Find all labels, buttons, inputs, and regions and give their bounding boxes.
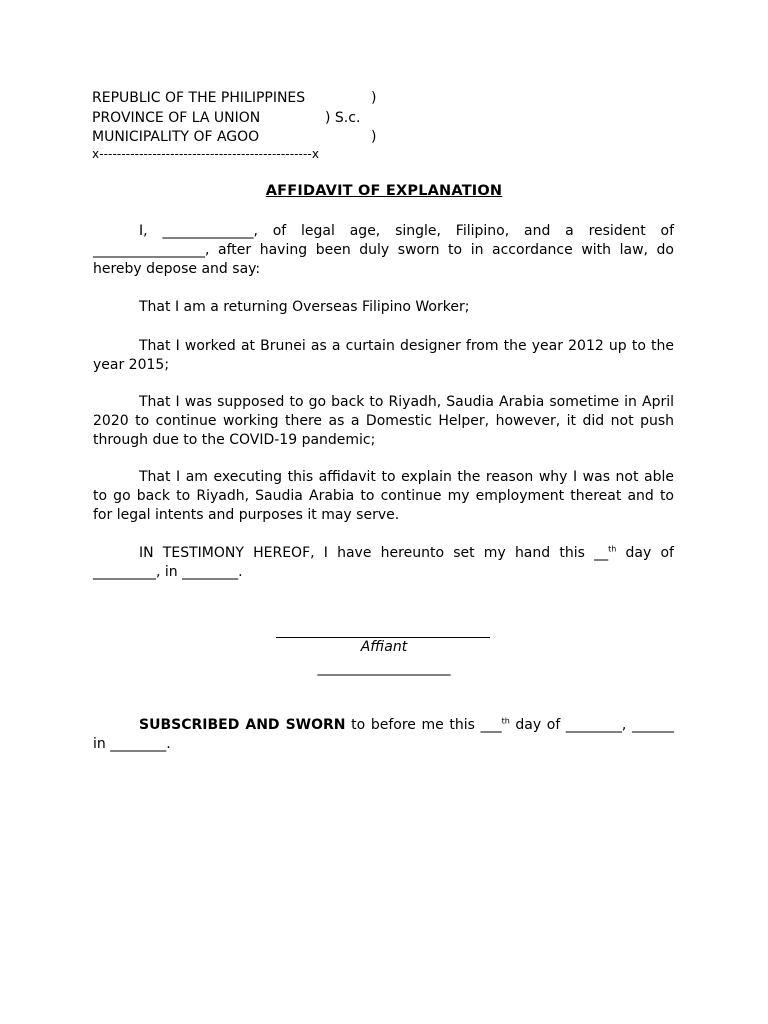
paragraph-intro	[93, 222, 674, 279]
document-title: AFFIDAVIT OF EXPLANATION	[265, 183, 503, 199]
caption-paren-3: )	[371, 129, 377, 145]
caption-province: PROVINCE OF LA UNION	[92, 109, 261, 126]
paragraph-purpose: That I am executing this affidavit to explain the reason why I was not able to go back to Riyadh, Saudia Arabia to continue my employment thereat and to for legal intents and purposes it may serve.	[93, 469, 674, 523]
paragraph-jurat	[93, 716, 674, 754]
caption-row-municipality	[92, 128, 377, 148]
testimony-text-b: day of _________, in ________.	[93, 545, 674, 580]
testimony-text-a: IN TESTIMONY HEREOF, I have hereunto set my hand this __	[139, 545, 609, 561]
intro-start: I,	[139, 223, 148, 239]
venue-caption	[92, 89, 377, 148]
caption-row-province	[92, 109, 361, 129]
jurat-ordinal: th	[501, 716, 510, 726]
paragraph-ofw: That I am a returning Overseas Filipino Worker;	[139, 299, 470, 315]
caption-municipality: MUNICIPALITY OF AGOO	[92, 129, 260, 145]
caption-republic: REPUBLIC OF THE PHILIPPINES	[92, 90, 306, 106]
intro-name-blank: _____________	[162, 223, 254, 239]
caption-paren-sc: ) S.c.	[325, 109, 361, 126]
jurat-bold: SUBSCRIBED AND SWORN	[139, 717, 346, 733]
paragraph-testimony	[93, 544, 674, 582]
intro-end: , after having been duly sworn to in accordance with law, do hereby depose and say:	[93, 242, 674, 277]
caption-divider: x------------------------------------------------x	[92, 147, 320, 161]
jurat-text-b: day of ________, ______ in ________.	[93, 717, 674, 752]
jurat-text-a: to before me this ___	[345, 717, 502, 733]
signature-line	[276, 637, 490, 638]
testimony-ordinal: th	[608, 544, 617, 554]
intro-residence-blank: ________________	[93, 242, 205, 258]
intro-mid: , of legal age, single, Filipino, and a resident of	[253, 223, 675, 239]
paragraph-riyadh: That I was supposed to go back to Riyadh, Saudia Arabia sometime in April 2020 to continue working there as a Domestic Helper, however, it did not push through due to the COVID-19 pandemic;	[93, 394, 674, 448]
paragraph-brunei: That I worked at Brunei as a curtain designer from the year 2012 up to the year 2015;	[93, 338, 674, 373]
affiant-label: Affiant	[360, 639, 408, 655]
caption-row-republic	[92, 89, 377, 109]
affiant-name-blank: ___________________	[317, 660, 451, 676]
caption-paren-1: )	[371, 90, 377, 106]
